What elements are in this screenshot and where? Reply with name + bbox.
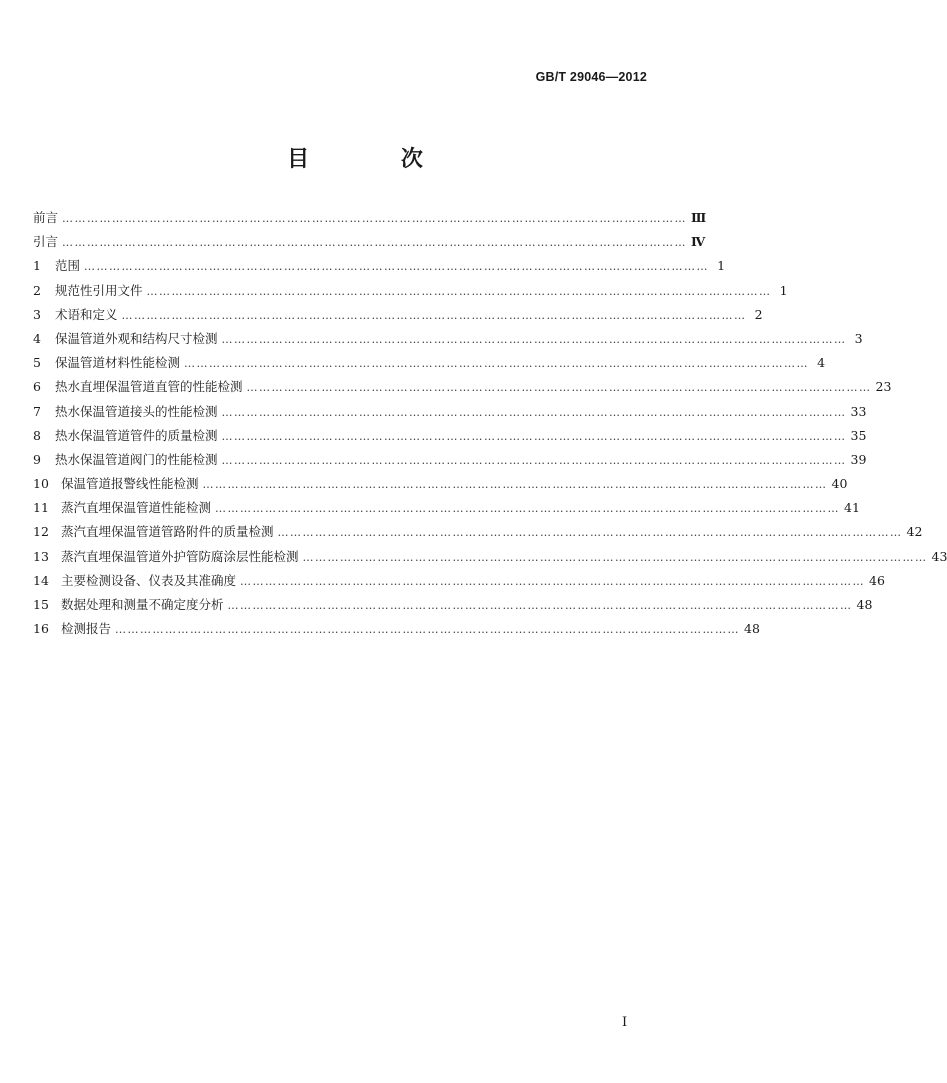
- toc-entry-label: 范围: [55, 258, 81, 274]
- dot-leader: ……………………………………………………………………………………………………………………………………: [302, 550, 928, 564]
- toc-entry-number: 8: [33, 427, 41, 443]
- dot-leader: ……………………………………………………………………………………………………………………………………: [202, 478, 828, 492]
- toc-entry-page: 43: [931, 548, 947, 564]
- toc-entry-page: Ⅳ: [691, 234, 706, 250]
- toc-entry[interactable]: [33, 496, 860, 520]
- toc-entry-page: 3: [854, 330, 863, 346]
- dot-leader: ……………………………………………………………………………………………………………………………………: [221, 453, 847, 467]
- toc-entry-page: 48: [744, 621, 760, 637]
- toc-entry-page: 42: [906, 524, 923, 540]
- toc-entry-label: 热水保温管道接头的性能检测: [55, 403, 218, 419]
- toc-entry[interactable]: [33, 327, 863, 351]
- toc-entry[interactable]: [33, 617, 760, 641]
- toc-entry[interactable]: [33, 206, 707, 230]
- toc-entry-number: 1: [33, 258, 41, 274]
- toc-entry[interactable]: [33, 303, 763, 327]
- dot-leader: ……………………………………………………………………………………………………………………………………: [84, 260, 710, 274]
- toc-entry-label: 热水直埋保温管道直管的性能检测: [55, 379, 243, 395]
- toc-entry-number: 9: [33, 451, 41, 467]
- toc-entry-page: 2: [754, 306, 763, 322]
- toc-entry-page: 23: [875, 379, 892, 395]
- toc-entry[interactable]: [33, 448, 867, 472]
- toc-entry-number: 11: [33, 500, 49, 516]
- toc-entry[interactable]: [33, 472, 848, 496]
- toc-entry-number: 14: [33, 572, 49, 588]
- toc-entry-number: 5: [33, 355, 41, 371]
- toc-entry[interactable]: [33, 545, 947, 569]
- dot-leader: ……………………………………………………………………………………………………………………………………: [221, 332, 847, 346]
- dot-leader: ……………………………………………………………………………………………………………………………………: [227, 599, 853, 612]
- dot-leader: ……………………………………………………………………………………………………………………………………: [146, 284, 772, 298]
- toc-entry-number: 2: [33, 282, 41, 298]
- dot-leader: ……………………………………………………………………………………………………………………………………: [221, 429, 847, 443]
- toc-entry-label: 主要检测设备、仪表及其准确度: [61, 572, 237, 588]
- dot-leader: ……………………………………………………………………………………………………………………………………: [277, 526, 903, 540]
- toc-entry[interactable]: [33, 375, 892, 399]
- toc-entry-page: 1: [779, 282, 788, 298]
- toc-entry-number: 15: [33, 597, 49, 612]
- toc-entry-label: 前言: [33, 210, 59, 225]
- toc-entry[interactable]: [33, 279, 788, 303]
- table-of-contents: [33, 206, 947, 641]
- toc-entry-page: 4: [817, 355, 826, 371]
- toc-entry-number: 13: [33, 548, 49, 564]
- dot-leader: ……………………………………………………………………………………………………………………………………: [215, 502, 841, 516]
- toc-entry-label: 引言: [33, 234, 59, 250]
- toc-entry-page: 33: [850, 403, 867, 419]
- toc-entry-page: Ⅲ: [691, 210, 707, 225]
- toc-entry-number: 16: [33, 621, 49, 637]
- toc-entry-label: 热水保温管道阀门的性能检测: [55, 451, 218, 467]
- toc-entry-label: 保温管道外观和结构尺寸检测: [55, 330, 218, 346]
- toc-entry-number: 7: [33, 403, 41, 419]
- toc-entry[interactable]: [33, 520, 923, 544]
- toc-entry-number: 4: [33, 330, 41, 346]
- dot-leader: ……………………………………………………………………………………………………………………………………: [184, 357, 810, 371]
- page-title: 目 次: [287, 146, 465, 172]
- toc-entry-page: 40: [831, 476, 848, 492]
- footer-page-number: I: [622, 1015, 628, 1030]
- toc-entry-number: 3: [33, 306, 41, 322]
- toc-entry[interactable]: [33, 569, 885, 593]
- dot-leader: ……………………………………………………………………………………………………………………………………: [221, 405, 847, 419]
- toc-entry-number: 12: [33, 524, 49, 540]
- toc-entry[interactable]: [33, 400, 867, 424]
- toc-entry-page: 39: [850, 451, 867, 467]
- toc-entry[interactable]: [33, 230, 706, 254]
- toc-entry-label: 蒸汽直埋保温管道管路附件的质量检测: [61, 524, 274, 540]
- dot-leader: ……………………………………………………………………………………………………………………………………: [121, 308, 747, 322]
- toc-entry-page: 35: [850, 427, 867, 443]
- toc-entry-label: 术语和定义: [55, 306, 118, 322]
- dot-leader: ……………………………………………………………………………………………………………………………………: [62, 236, 688, 250]
- dot-leader: ……………………………………………………………………………………………………………………………………: [240, 574, 866, 588]
- toc-entry-page: 46: [869, 572, 885, 588]
- toc-entry-page: 1: [717, 258, 726, 274]
- toc-entry-label: 检测报告: [61, 621, 112, 637]
- toc-entry-label: 保温管道材料性能检测: [55, 355, 181, 371]
- toc-entry[interactable]: [33, 424, 867, 448]
- toc-entry-label: 规范性引用文件: [55, 282, 143, 298]
- toc-entry[interactable]: [33, 593, 873, 617]
- dot-leader: ……………………………………………………………………………………………………………………………………: [115, 623, 741, 637]
- standard-number: GB/T 29046—2012: [535, 70, 647, 84]
- toc-entry-label: 热水保温管道管件的质量检测: [55, 427, 218, 443]
- toc-entry-label: 数据处理和测量不确定度分析: [61, 597, 224, 612]
- toc-entry[interactable]: [33, 351, 826, 375]
- toc-entry-page: 48: [856, 597, 873, 612]
- dot-leader: ……………………………………………………………………………………………………………………………………: [246, 381, 872, 395]
- dot-leader: ……………………………………………………………………………………………………………………………………: [62, 212, 688, 225]
- toc-entry-number: 6: [33, 379, 41, 395]
- toc-entry-label: 蒸汽直埋保温管道性能检测: [61, 500, 212, 516]
- toc-entry-label: 保温管道报警线性能检测: [61, 476, 199, 492]
- toc-entry-number: 10: [33, 476, 49, 492]
- toc-entry[interactable]: [33, 254, 726, 278]
- toc-entry-page: 41: [844, 500, 860, 516]
- toc-entry-label: 蒸汽直埋保温管道外护管防腐涂层性能检测: [61, 548, 299, 564]
